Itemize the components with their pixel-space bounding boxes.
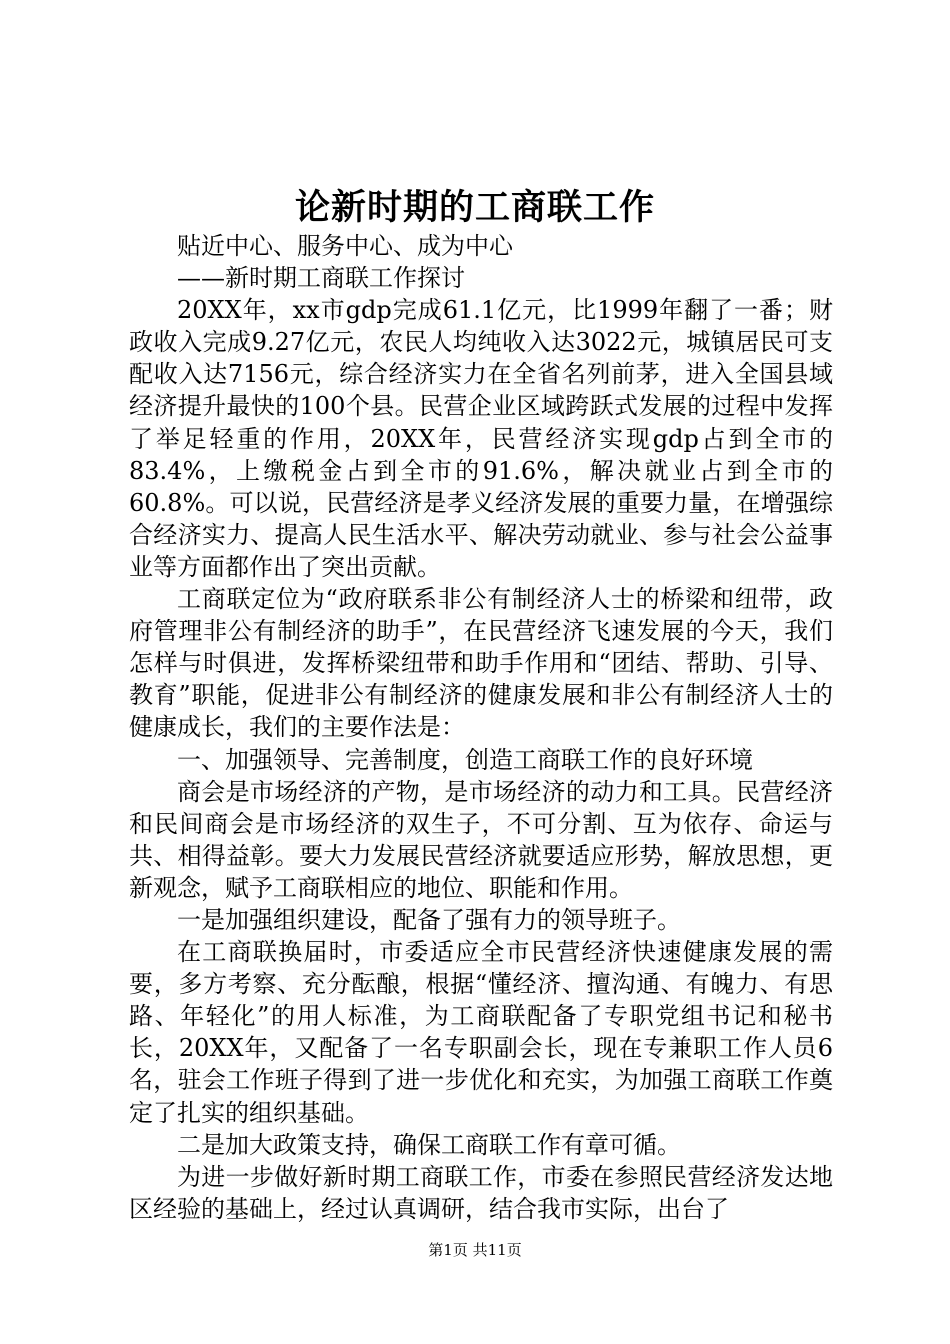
subsection-heading: 一是加强组织建设，配备了强有力的领导班子。 [177, 905, 681, 934]
section-heading: 一、加强领导、完善制度，创造工商联工作的良好环境 [177, 745, 753, 774]
body-paragraph: 商会是市场经济的产物，是市场经济的动力和工具。民营经济和民间商会是市场经济的双生子，不可分割、互为依存、命运与共、相得益彰。要大力发展民营经济就要适应形势，解放思想，更新观念，赋予工商联相应的地位、职能和作用。 [129, 777, 833, 902]
subsection-heading: 二是加大政策支持，确保工商联工作有章可循。 [177, 1130, 681, 1159]
body-paragraph: 20XX年，xx市gdp完成61.1亿元，比1999年翻了一番；财政收入完成9.27亿元，农民人均纯收入达3022元，城镇居民可支配收入达7156元，综合经济实力在全省名列前茅，进入全国县域经济提升最快的100个县。民营企业区域跨跃式发展的过程中发挥了举足轻重的作用，20XX年，民营经济实现gdp占到全市的83.4%，上缴税金占到全市的91.6%，解决就业占到全市的60.8%。可以说，民营经济是孝义经济发展的重要力量，在增强综合经济实力、提高人民生活水平、解决劳动就业、参与社会公益事业等方面都作出了突出贡献。 [129, 296, 833, 581]
body-paragraph: 工商联定位为“政府联系非公有制经济人士的桥梁和纽带，政府管理非公有制经济的助手”，在民营经济飞速发展的今天，我们怎样与时俱进，发挥桥梁纽带和助手作用和“团结、帮助、引导、教育”职能，促进非公有制经济的健康发展和非公有制经济人士的健康成长，我们的主要作法是： [129, 585, 833, 742]
body-paragraph: 在工商联换届时，市委适应全市民营经济快速健康发展的需要，多方考察、充分酝酿，根据“懂经济、擅沟通、有魄力、有思路、年轻化”的用人标准，为工商联配备了专职党组书记和秘书长，20XX年，又配备了一名专职副会长，现在专兼职工作人员6名，驻会工作班子得到了进一步优化和充实，为加强工商联工作奠定了扎实的组织基础。 [129, 938, 833, 1127]
document-body [129, 230, 833, 1225]
page-number: 第1页 共11页 [428, 1241, 522, 1259]
subtitle-line: ——新时期工商联工作探讨 [177, 264, 465, 293]
body-paragraph: 为进一步做好新时期工商联工作，市委在参照民营经济发达地区经验的基础上，经过认真调研，结合我市实际，出台了 [129, 1162, 833, 1223]
document-title: 论新时期的工商联工作 [294, 187, 655, 228]
subtitle-line: 贴近中心、服务中心、成为中心 [177, 232, 513, 260]
